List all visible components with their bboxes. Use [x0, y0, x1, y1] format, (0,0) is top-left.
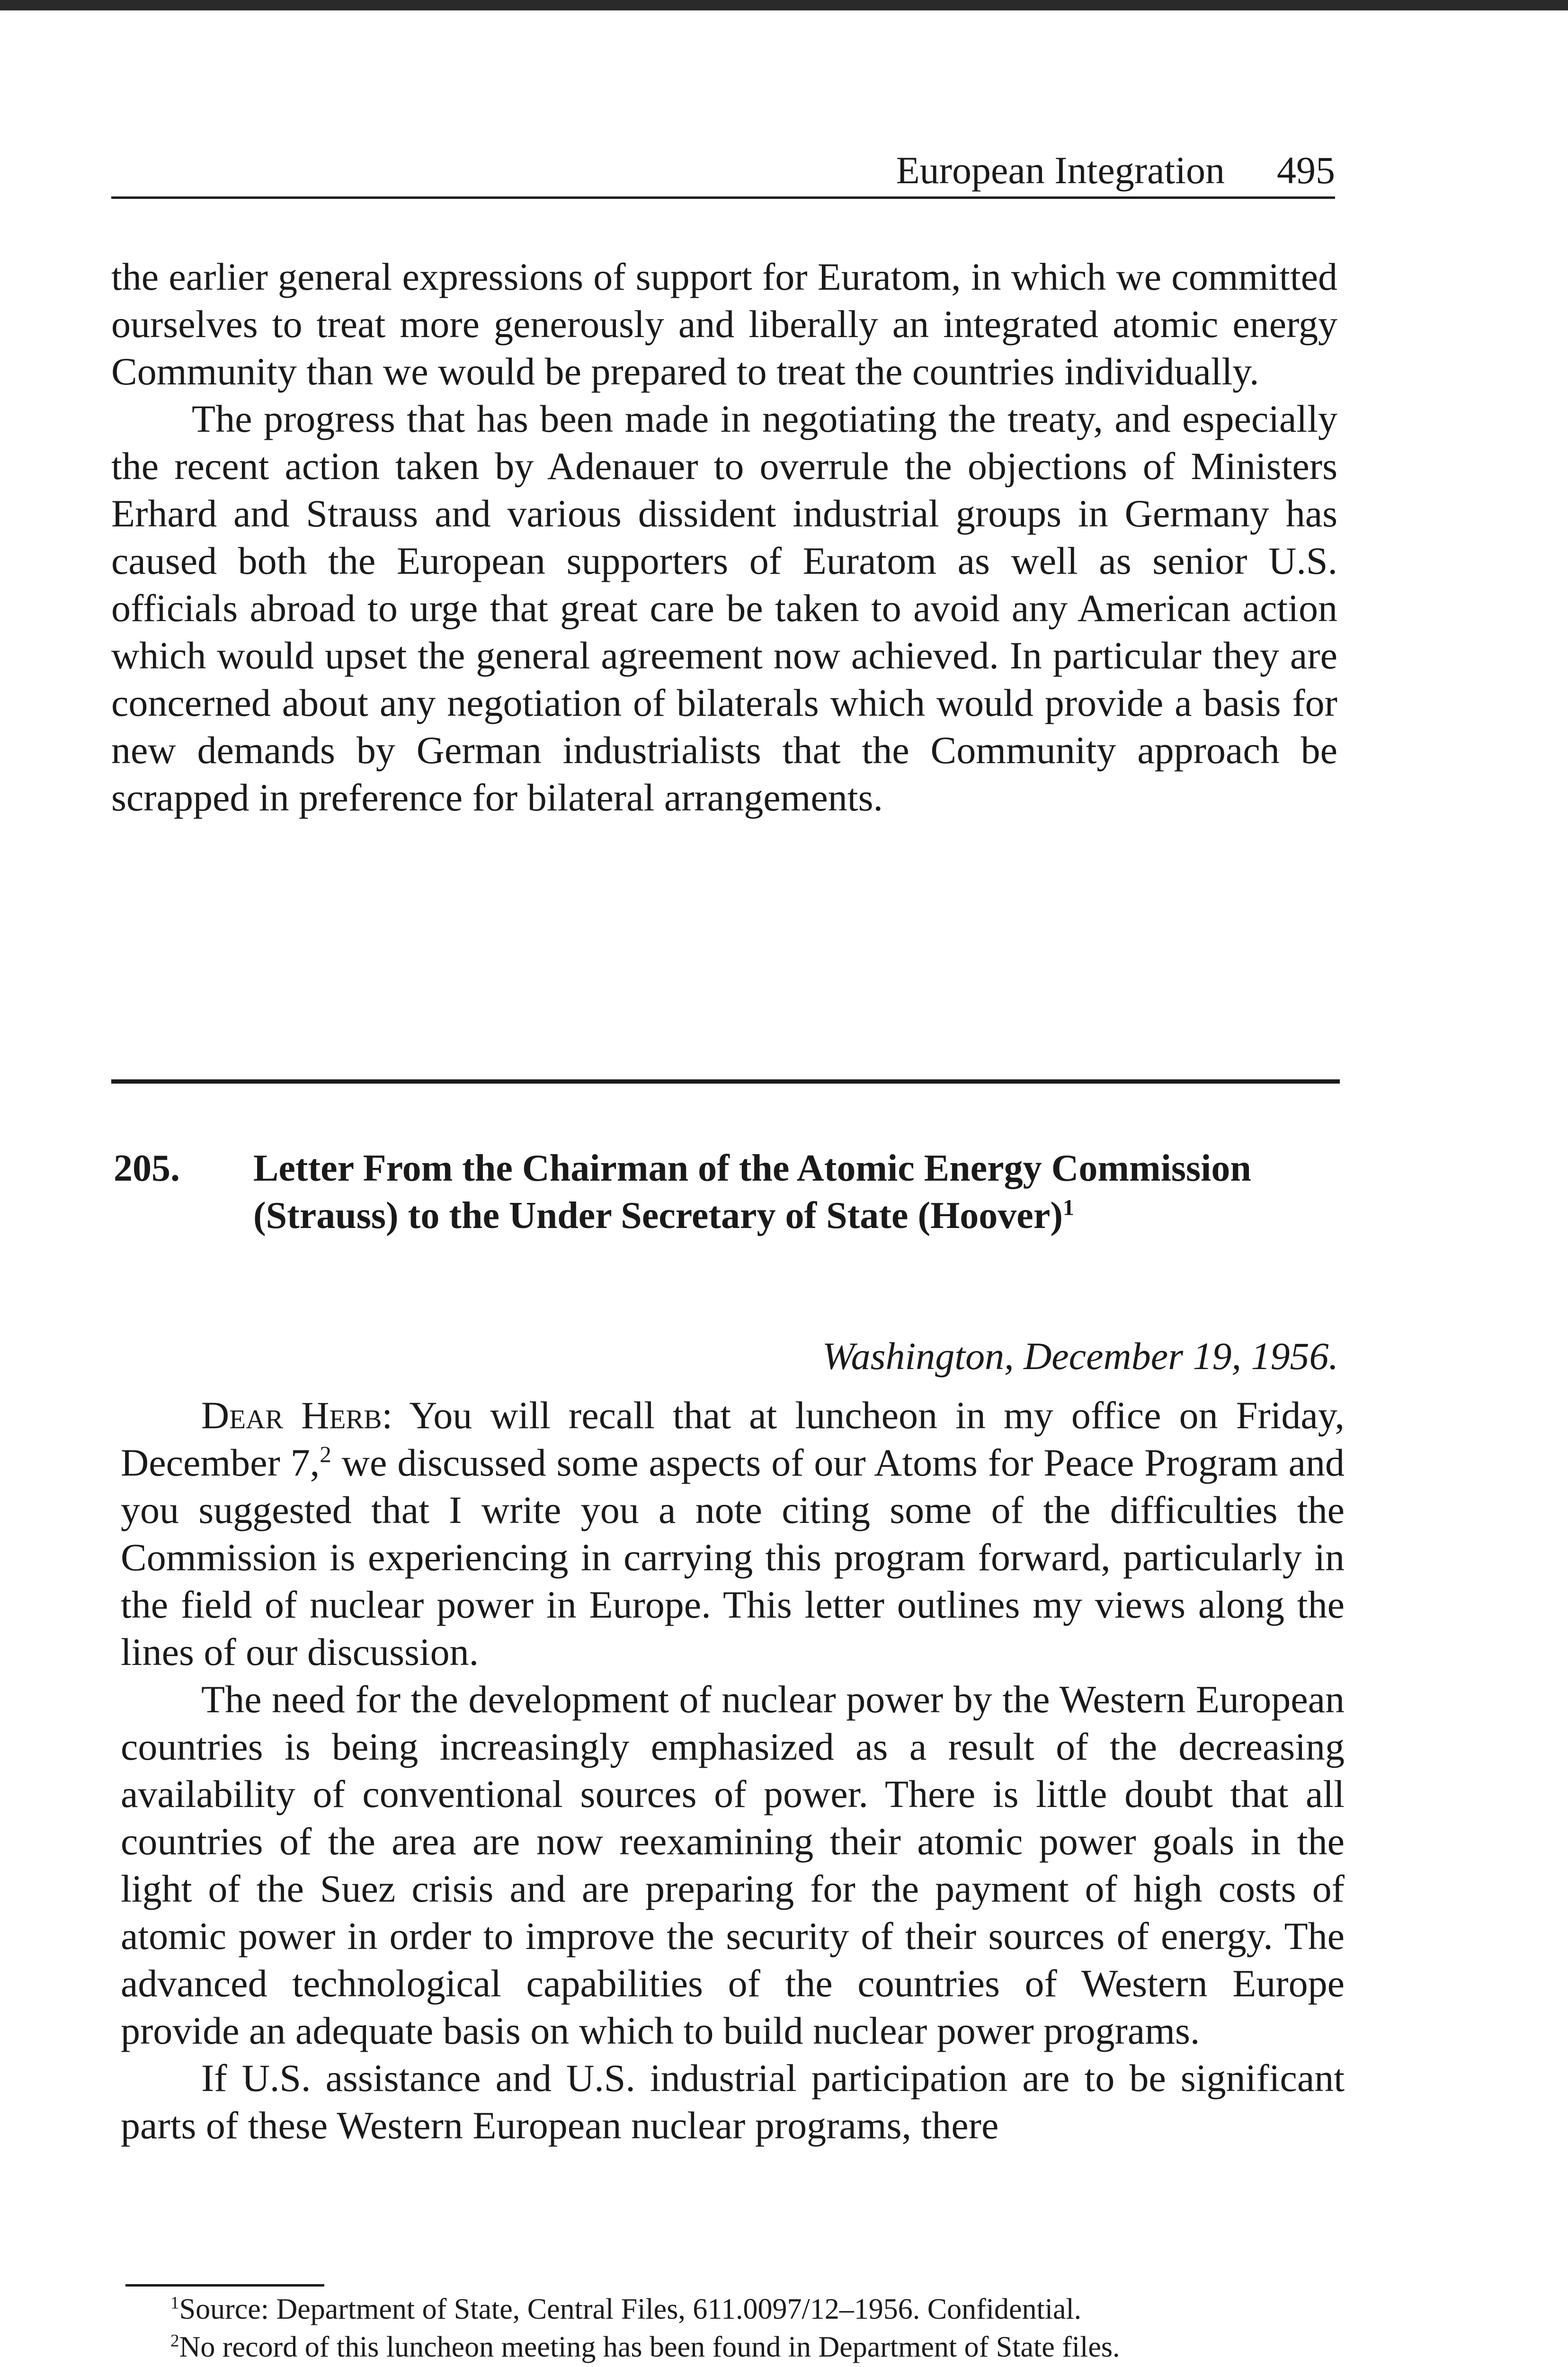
paragraph-text: we discussed some aspects of our Atoms for Peace Program and you suggested that I write you a note citing some of the difficulties the Commission is experiencing in carrying this program forward, particularly in the field of nuclear power in Europe. This letter outlines my views along the lines of our discussion.	[121, 1441, 1345, 1673]
running-header	[111, 142, 1335, 199]
paragraph: The progress that has been made in negotiating the treaty, and especially the recent action taken by Adenauer to overrule the objections of Ministers Erhard and Strauss and various dissident industrial groups in Germany has caused both the European supporters of Euratom as well as senior U.S. officials abroad to urge that great care be taken to avoid any American action which would upset the general agreement now achieved. In particular they are concerned about any negotiation of bilaterals which would provide a basis for new demands by German industrialists that the Community approach be scrapped in preference for bilateral arrangements.	[111, 397, 1337, 819]
footnote	[125, 2328, 1347, 2366]
running-header-section: European Integration	[896, 149, 1225, 192]
paragraph	[121, 1392, 1345, 1676]
scan-top-edge	[0, 0, 1568, 10]
footnotes	[125, 2290, 1347, 2366]
paragraph-text: You will recall that at luncheon in my office on Friday, December 7,	[121, 1394, 1345, 1484]
paragraph: The need for the development of nuclear power by the Western European countries is being increasingly emphasized as a result of the decreasing availability of conventional sources of power. There is little doubt that all countries of the area are now reexamining their atomic power goals in the light of the Suez crisis and are preparing for the payment of high costs of atomic power in order to improve the security of their sources of energy. The advanced technological capabilities of the countries of Western Europe provide an adequate basis on which to build nuclear power programs.	[121, 1678, 1345, 2052]
footnote-text: Source: Department of State, Central Files, 611.0097/12–1956. Confidential.	[179, 2293, 1082, 2325]
footnote-text: No record of this luncheon meeting has been found in Department of State files.	[179, 2331, 1120, 2363]
paragraph: If U.S. assistance and U.S. industrial participation are to be significant parts of these Western European nuclear programs, there	[121, 2056, 1345, 2147]
salutation: Dear Herb:	[201, 1394, 393, 1437]
letter-body	[121, 1392, 1345, 2149]
footnote-rule	[125, 2284, 324, 2287]
footnote-marker: 1	[170, 2293, 179, 2313]
footnote-marker: 2	[170, 2331, 179, 2351]
footnote-ref: 1	[1062, 1195, 1074, 1220]
footnote-ref: 2	[320, 1441, 331, 1468]
document-dateline: Washington, December 19, 1956.	[822, 1335, 1338, 1378]
document-number: 205.	[114, 1148, 180, 1189]
document-divider-rule	[111, 1079, 1340, 1084]
document-title-text: Letter From the Chairman of the Atomic Energy Commission (Strauss) to the Under Secretary of State (Hoover)	[253, 1148, 1251, 1237]
page-number: 495	[1277, 149, 1335, 192]
continued-text	[111, 253, 1337, 821]
document-title	[253, 1145, 1314, 1239]
footnote	[125, 2290, 1347, 2328]
paragraph-continued: the earlier general expressions of support for Euratom, in which we committed ourselves to treat more generously and liberally an integrated atomic energy Community than we would be prepared to treat the countries individually.	[111, 255, 1337, 393]
